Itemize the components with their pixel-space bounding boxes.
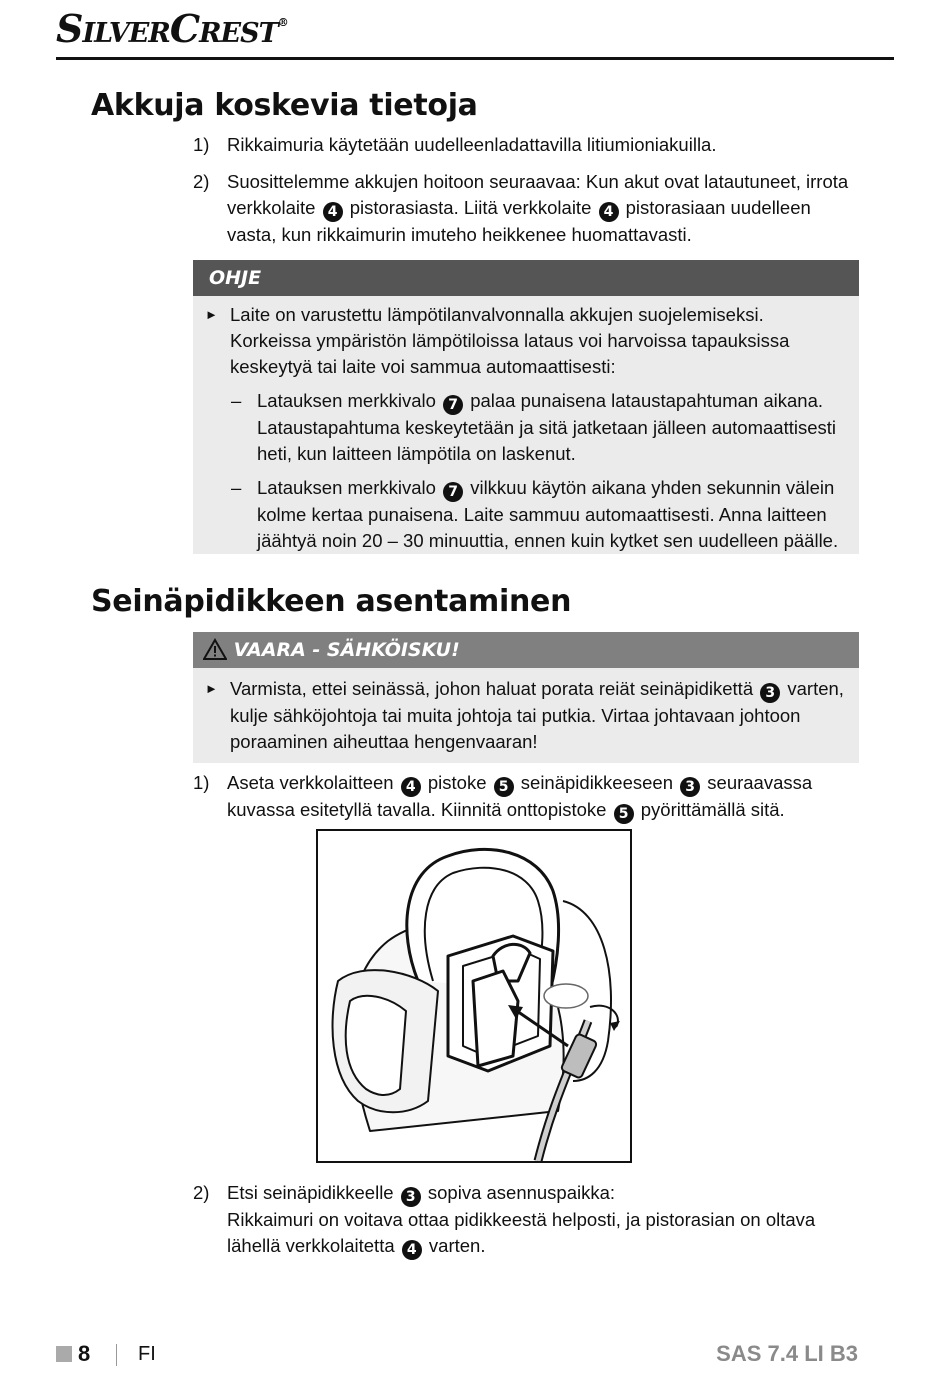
language-code: FI xyxy=(138,1343,156,1365)
header-rule xyxy=(56,57,894,60)
footer-divider xyxy=(116,1344,117,1366)
bullet-arrow-icon: ► xyxy=(205,307,218,322)
note-subitem: – Latauksen merkkivalo 7 palaa punaisena lataustapahtuman aikana. Lataustapahtuma keskeytetään ja sitä jatketaan jälleen automaattisesti heti, kun laitteen lämpötila on laskenut. xyxy=(231,390,837,464)
note-box xyxy=(193,260,859,554)
list-item: 1) Rikkaimuria käytetään uudelleenladattavilla litiumioniakuilla. xyxy=(193,134,717,155)
reference-number: 3 xyxy=(760,683,780,703)
list-item: 2) Etsi seinäpidikkeelle 3 sopiva asennuspaikka: Rikkaimuri on voitava ottaa pidikkeestä helposti, ja pistorasian on oltava lähellä verkkolaitetta 4 varten. xyxy=(193,1182,816,1258)
bullet-arrow-icon: ► xyxy=(205,681,218,696)
reference-number: 3 xyxy=(401,1187,421,1207)
note-header: OHJE xyxy=(193,260,859,296)
section-title: Seinäpidikkeen asentaminen xyxy=(91,584,572,619)
wall-mount-drawing xyxy=(318,831,630,1161)
section-title: Akkuja koskevia tietoja xyxy=(91,88,478,123)
illustration-wall-mount xyxy=(316,829,632,1163)
page-number: 8 xyxy=(78,1341,91,1366)
reference-number: 7 xyxy=(443,395,463,415)
warning-triangle-icon xyxy=(203,638,227,660)
reference-number: 4 xyxy=(323,202,343,222)
footer-square-icon xyxy=(56,1346,72,1362)
reference-number: 5 xyxy=(494,777,514,797)
model-number: SAS 7.4 LI B3 xyxy=(716,1341,858,1366)
warning-header: VAARA - SÄHKÖISKU! xyxy=(193,632,859,668)
reference-number: 4 xyxy=(599,202,619,222)
note-subitem: – Latauksen merkkivalo 7 vilkkuu käytön aikana yhden sekunnin välein kolme kertaa punaisena. Laite sammuu automaattisesti. Anna laitteen jäähtyä noin 20 – 30 minuuttia, ennen kuin kytket sen uudelleen päälle. xyxy=(231,477,839,551)
note-bullet: ► Laite on varustettu lämpötilanvalvonnalla akkujen suojelemiseksi. Korkeissa ympäristön lämpötiloissa lataus voi harvoissa tapauksissa keskeytyä tai laite voi sammua automaattisesti: xyxy=(205,304,790,377)
warning-bullet: ► Varmista, ettei seinässä, johon haluat porata reiät seinäpidikettä 3 varten, kulje sähköjohtoja tai muita johtoja tai putkia. Virtaa johtavaan johtoon poraaminen aiheuttaa hengenvaaran! xyxy=(205,678,844,752)
list-item: 2) Suosittelemme akkujen hoitoon seuraavaa: Kun akut ovat latautuneet, irrota verkkolaite 4 pistorasiasta. Liitä verkkolaite 4 pistorasiaan uudelleen vasta, kun rikkaimurin imuteho heikkenee huomattavasti. xyxy=(193,171,849,245)
warning-box xyxy=(193,632,859,763)
reference-number: 7 xyxy=(443,482,463,502)
list-item: 1) Aseta verkkolaitteen 4 pistoke 5 seinäpidikkeeseen 3 seuraavassa kuvassa esitetyllä tavalla. Kiinnitä onttopistoke 5 pyörittämällä sitä. xyxy=(193,772,813,822)
reference-number: 4 xyxy=(401,777,421,797)
reference-number: 4 xyxy=(402,1240,422,1260)
reference-number: 5 xyxy=(614,804,634,824)
brand-logo: SilverCrest® xyxy=(56,6,288,51)
reference-number: 3 xyxy=(680,777,700,797)
